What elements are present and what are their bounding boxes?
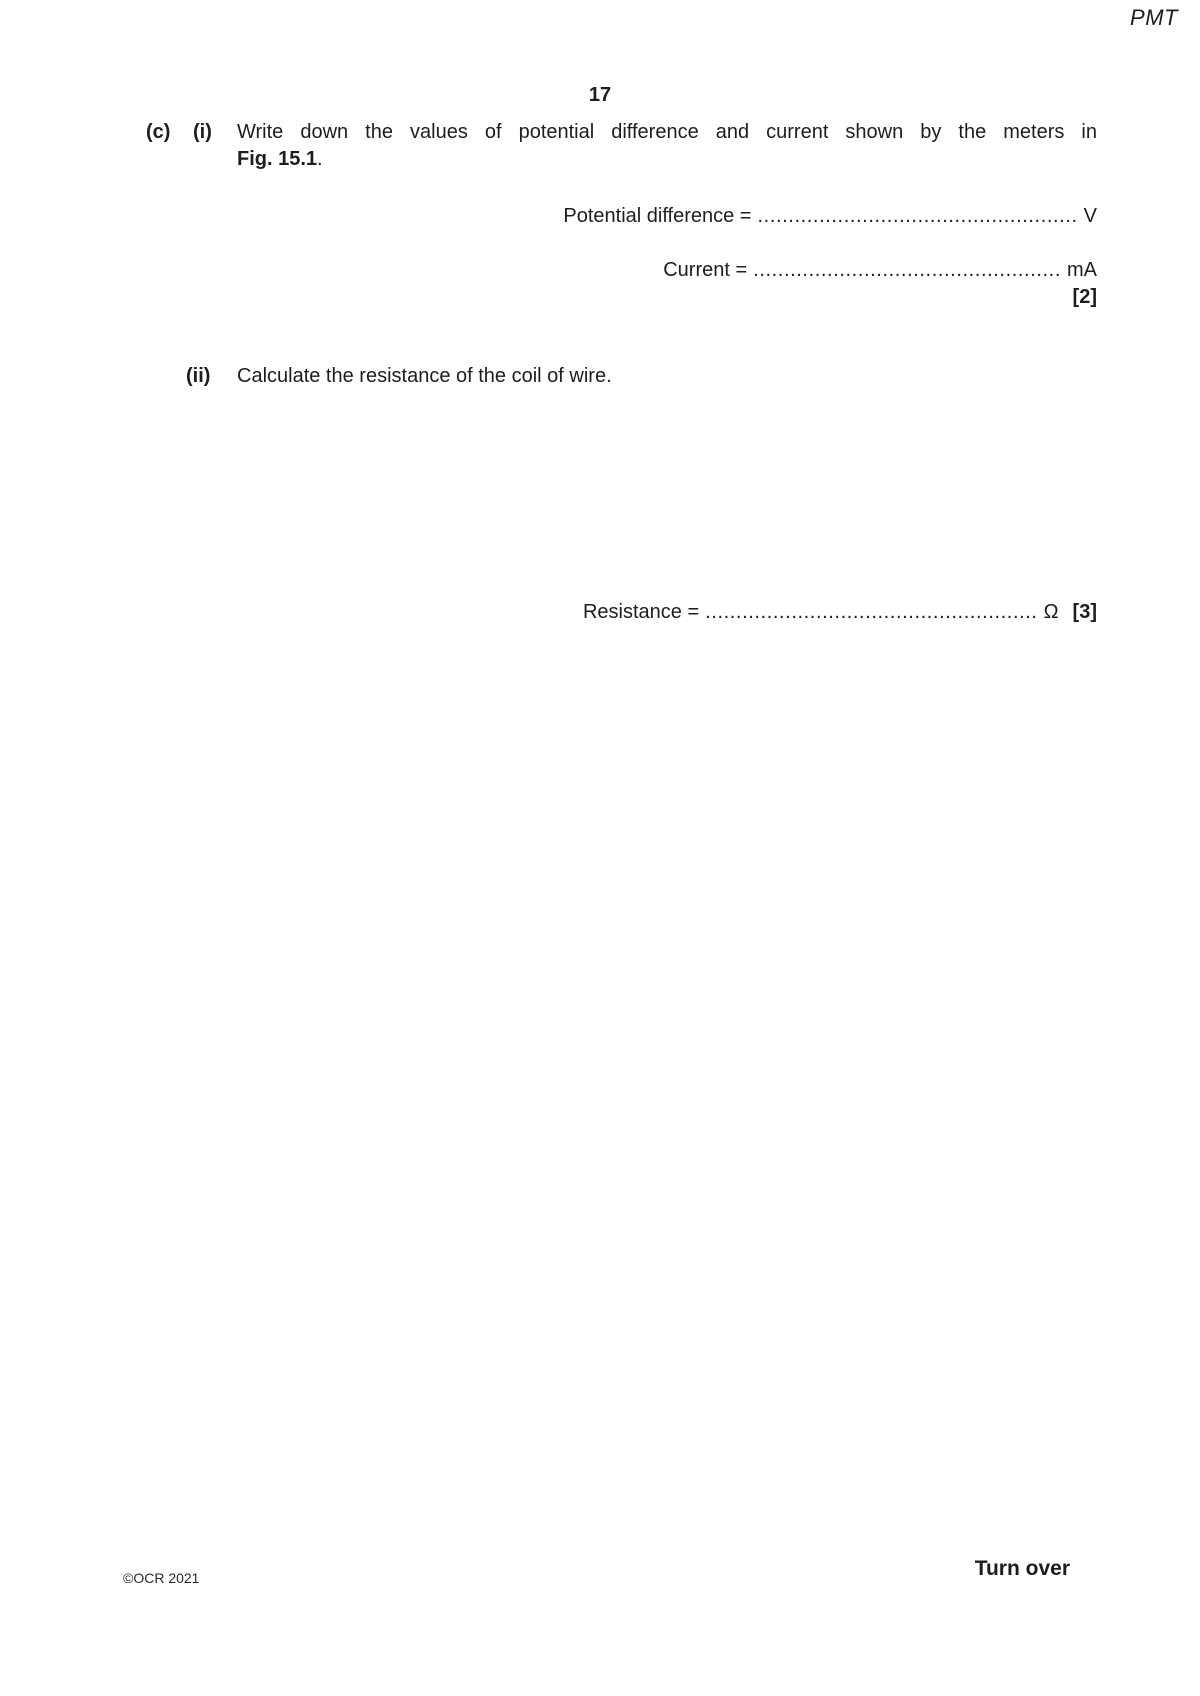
answer-line-current [663,259,1097,282]
part-ii-label: (ii) [186,365,211,387]
resistance-dotted-line: ...................................................... [705,601,1038,623]
question-text-line1: Write down the values of potential difference and current shown by the meters in [237,121,1097,143]
question-text-line2 [237,146,323,173]
turn-over-label: Turn over [974,1557,1070,1580]
figure-reference-period: . [317,148,323,170]
resistance-unit: Ω [1043,601,1059,623]
figure-reference: Fig. 15.1 [237,148,318,170]
question-part-c-row [146,119,1097,146]
marks-part-ii: [3] [1072,601,1097,623]
question-text-part-ii: Calculate the resistance of the coil of wire. [237,365,612,387]
answer-line-potential-difference [563,205,1097,228]
part-i-label: (i) [193,121,212,143]
answer-line-resistance [583,601,1097,624]
copyright-notice: ©OCR 2021 [123,1570,200,1586]
potential-difference-dotted-line: .................................................... [757,205,1078,227]
current-dotted-line: .................................................. [753,259,1061,281]
resistance-label: Resistance = [582,601,700,623]
part-c-label: (c) [146,121,171,143]
pmt-watermark: PMT [1130,5,1178,30]
current-label: Current = [663,259,748,281]
potential-difference-label: Potential difference = [563,205,752,227]
page-number: 17 [588,84,612,106]
question-part-ii-row [186,363,612,390]
potential-difference-unit: V [1083,205,1097,227]
marks-part-i: [2] [1072,286,1097,308]
current-unit: mA [1067,259,1097,281]
